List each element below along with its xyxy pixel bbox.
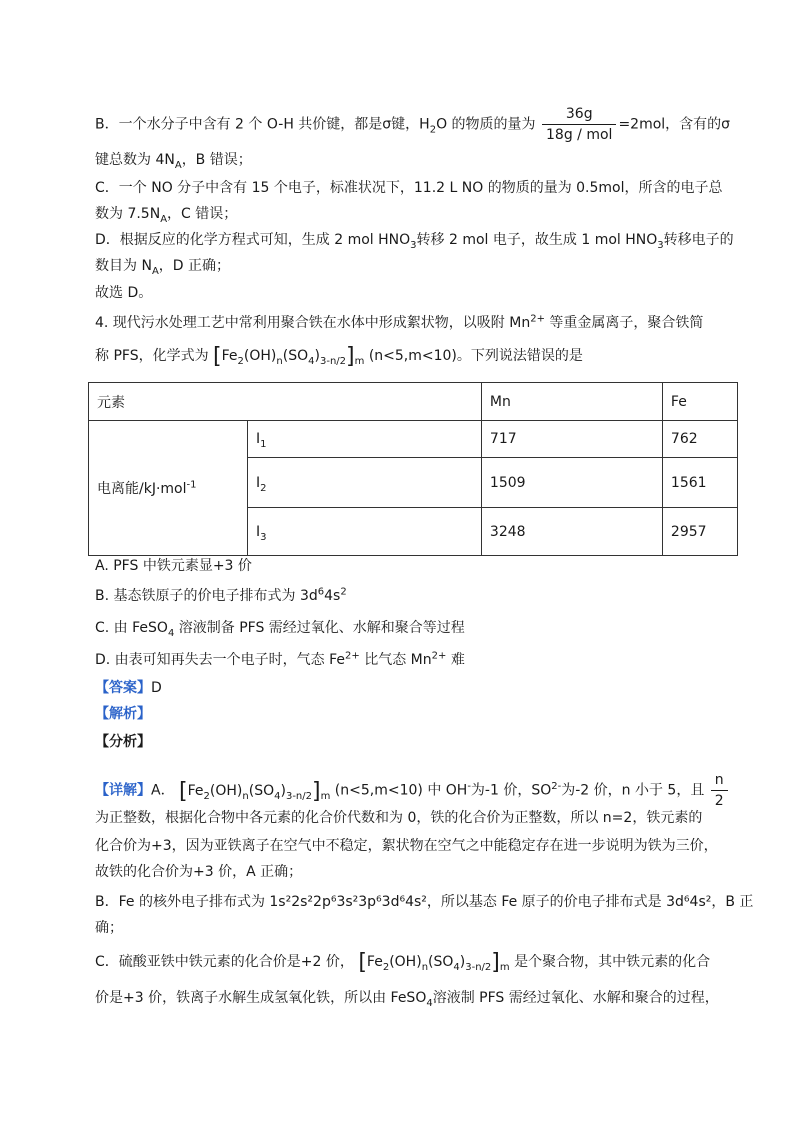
choice-b: B. 基态铁原子的价电子排布式为 $3d^64s^2$ bbox=[95, 586, 347, 604]
option-d-line-1: D．根据反应的化学方程式可知，生成 2 mol $HNO_3$转移 2 mol 电子，故生成 1 mol $HNO_3$转移电子的 bbox=[95, 232, 734, 251]
breakdown-heading: 【分析】 bbox=[95, 734, 151, 750]
option-b-line-2: 键总数为 $4N_A$，B 错误； bbox=[95, 152, 252, 171]
option-b-line-1: B．一个水分子中含有 2 个 O-H 共价键，都是σ键，$H_2O$ 的物质的量为 $\frac{36g}{\text{18g / mol}}$ =2mol，含有的σ bbox=[95, 106, 731, 143]
option-c-line-2: 数为 $7.5N_A$，C 错误； bbox=[95, 206, 238, 225]
question-4-line-2: 称 PFS，化学式为 $[Fe_2(OH)_n(SO_4)_{3-n/2}]_m$ (n<5,m<10)。下列说法错误的是 bbox=[95, 344, 583, 369]
table-header-row bbox=[89, 383, 738, 421]
n-over-2: $\frac{n}{2}$ bbox=[711, 770, 728, 811]
option-c-line-1: C．一个 NO 分子中含有 15 个电子，标准状况下，11.2 L NO 的物质的量为 0.5mol，所含的电子总 bbox=[95, 180, 723, 196]
pfs-formula: $[Fe_2(OH)_n(SO_4)_{3-n/2}]_m$ bbox=[213, 344, 365, 369]
header-fe: Fe bbox=[662, 383, 737, 421]
mn-value: 1509 bbox=[481, 458, 662, 508]
option-d-line-2: 数目为 $N_A$，D 正确； bbox=[95, 258, 231, 277]
question-4-line-1: 4. 现代污水处理工艺中常利用聚合铁在水体中形成絮状物，以吸附 $Mn^{2+}$ 等重金属离子，聚合铁简 bbox=[95, 313, 704, 331]
ionization-energy-table bbox=[88, 382, 738, 556]
choice-d: D. 由表可知再失去一个电子时，气态 $Fe^{2+}$ 比气态 $Mn^{2+}$ 难 bbox=[95, 650, 465, 668]
detail-line-2: 为正整数，根据化合物中各元素的化合价代数和为 0，铁的化合价为正整数，所以 n=2，铁元素的 bbox=[95, 810, 703, 826]
fe-value: 762 bbox=[662, 421, 737, 458]
row-label: 电离能/kJ·mol$^{-1}$ bbox=[89, 421, 248, 556]
conclusion: 故选 D。 bbox=[95, 285, 153, 301]
choice-a: A. PFS 中铁元素显+3 价 bbox=[95, 558, 252, 574]
choice-c: C. 由 FeSO$_4$ 溶液制备 PFS 需经过氧化、水解和聚合等过程 bbox=[95, 620, 465, 639]
detail-c-line-1: C．硫酸亚铁中铁元素的化合价是+2 价， $[Fe_2(OH)_n(SO_4)_{3-n/2}]_m$ 是个聚合物，其中铁元素的化合 bbox=[95, 950, 711, 975]
level-cell: $I_2$ bbox=[248, 458, 482, 508]
header-element: 元素 bbox=[89, 383, 482, 421]
fraction: $\frac{36g}{\text{18g / mol}}$ bbox=[542, 104, 616, 145]
mn-value: 717 bbox=[481, 421, 662, 458]
analysis-heading: 【解析】 bbox=[95, 706, 151, 722]
header-mn: Mn bbox=[481, 383, 662, 421]
mn-value: 3248 bbox=[481, 508, 662, 556]
answer: 【答案】D bbox=[95, 680, 162, 696]
pfs-formula: $[Fe_2(OH)_n(SO_4)_{3-n/2}]_m$ bbox=[179, 778, 331, 804]
detail-line-4: 故铁的化合价为+3 价，A 正确； bbox=[95, 864, 303, 880]
table-row bbox=[89, 421, 738, 458]
level-cell: $I_3$ bbox=[248, 508, 482, 556]
pfs-formula: $[Fe_2(OH)_n(SO_4)_{3-n/2}]_m$ bbox=[358, 950, 510, 975]
fe-value: 1561 bbox=[662, 458, 737, 508]
detail-b-line-1: B．Fe 的核外电子排布式为 1s²2s²2p⁶3s²3p⁶3d⁶4s²，所以基态 Fe 原子的价电子排布式是 3d⁶4s²，B 正 bbox=[95, 894, 754, 910]
fe-value: 2957 bbox=[662, 508, 737, 556]
detail-b-line-2: 确； bbox=[95, 920, 123, 936]
detail-line-1: 【详解】A． $[Fe_2(OH)_n(SO_4)_{3-n/2}]_m$ (n<5,m<10) 中 OH-为-1 价，$SO^{2-}$为-2 价，n 小于 5，且 $\frac{n}{2}$ bbox=[95, 770, 730, 811]
level-cell: $I_1$ bbox=[248, 421, 482, 458]
detail-line-3: 化合价为+3，因为亚铁离子在空气中不稳定，絮状物在空气之中能稳定存在进一步说明为铁为三价， bbox=[95, 838, 718, 854]
detail-c-line-2: 价是+3 价，铁离子水解生成氢氧化铁，所以由 FeSO$_4$溶液制 PFS 需经过氧化、水解和聚合的过程， bbox=[95, 990, 719, 1009]
